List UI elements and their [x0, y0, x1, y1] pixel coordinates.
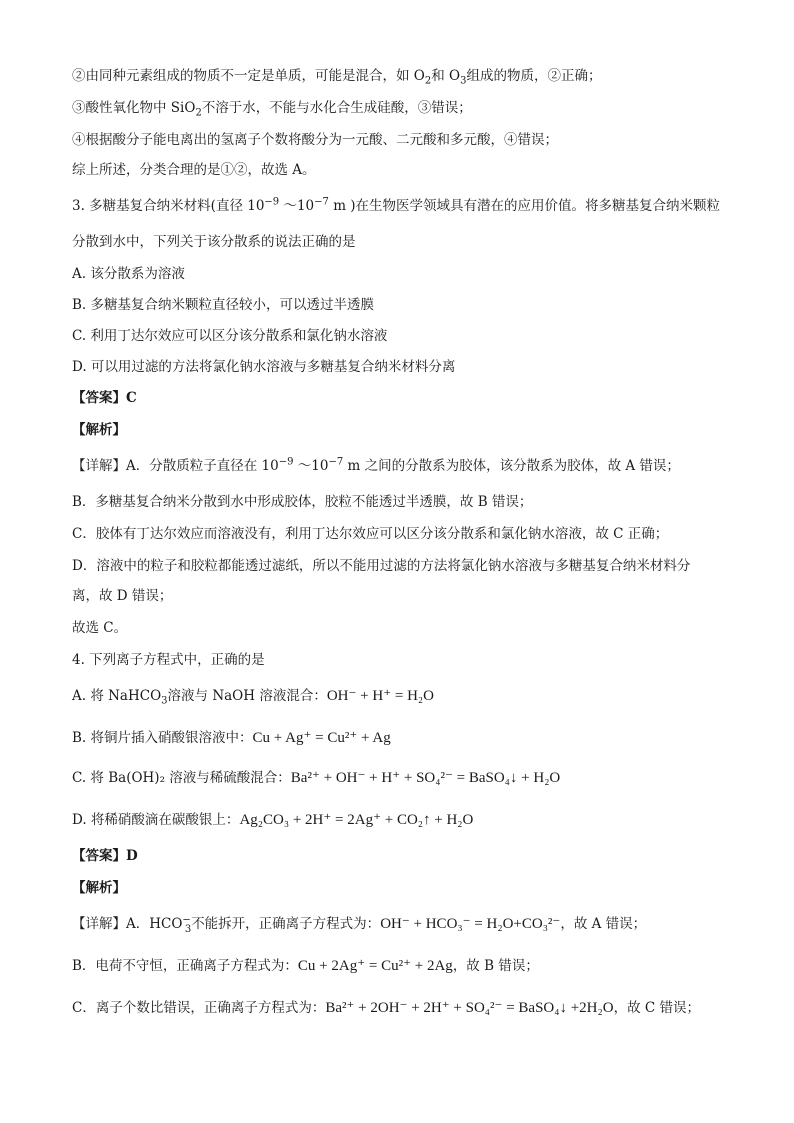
analysis-label: 【解析】 [72, 880, 126, 896]
option-b: B. 多糖基复合纳米颗粒直径较小，可以透过半透膜 [72, 297, 375, 313]
explanation-line: B．多糖基复合纳米分散到水中形成胶体，胶粒不能透过半透膜，故 B 错误； [72, 494, 533, 510]
text-line: ③酸性氧化物中 SiO$_2$不溶于水，不能与水化合生成硅酸，③错误； [72, 100, 472, 119]
explanation-line: 离，故 D 错误； [72, 588, 173, 604]
option-a: A. 该分散系为溶液 [72, 266, 185, 282]
question-3-stem-line2: 分散到水中，下列关于该分散系的说法正确的是 [72, 234, 356, 250]
question-4-stem: 4. 下列离子方程式中，正确的是 [72, 652, 265, 668]
question-3-stem: 3. 多糖基复合纳米材料(直径 $10^{-9}$ $\sim 10^{-7}$ m )在生物医学领域具有潜在的应用价值。将多糖基复合纳米颗粒 [72, 196, 721, 214]
option-d: D. 可以用过滤的方法将氯化钠水溶液与多糖基复合纳米材料分离 [72, 359, 456, 375]
text-line: ②由同种元素组成的物质不一定是单质，可能是混合，如 $O_2$和 $O_3$组成的物质，②正确； [72, 68, 602, 87]
answer-label: 【答案】C [72, 390, 137, 406]
option-b: B. 将铜片插入硝酸银溶液中：Cu + Ag⁺ = Cu²⁺ + Ag [72, 730, 391, 746]
option-d: D. 将稀硝酸滴在碳酸银上：Ag₂CO₃ + 2H⁺ = 2Ag⁺ + CO₂↑ + H₂O [72, 812, 474, 828]
explanation-line: 【详解】A．$HCO^-_3$不能拆开，正确离子方程式为：OH⁻ + HCO₃⁻ = H₂O+CO₃²⁻，故 A 错误； [72, 914, 647, 935]
explanation-line: B．电荷不守恒，正确离子方程式为：Cu + 2Ag⁺ = Cu²⁺ + 2Ag，故 B 错误； [72, 958, 539, 974]
explanation-line: C．离子个数比错误，正确离子方程式为：Ba²⁺ + 2OH⁻ + 2H⁺ + SO₄²⁻ = BaSO₄↓ +2H₂O，故 C 错误； [72, 1000, 701, 1016]
option-c: C. 利用丁达尔效应可以区分该分散系和氯化钠水溶液 [72, 328, 388, 344]
explanation-conclusion: 故选 C。 [72, 620, 128, 636]
option-a: A. 将 NaHCO$_3$溶液与 NaOH 溶液混合：OH⁻ + H⁺ = H₂O [72, 688, 434, 707]
explanation-line: 【详解】A．分散质粒子直径在 $10^{-9}$ $\sim 10^{-7}$ m 之间的分散系为胶体，该分散系为胶体，故 A 错误； [72, 456, 680, 474]
analysis-label: 【解析】 [72, 422, 126, 438]
explanation-line: C．胶体有丁达尔效应而溶液没有，利用丁达尔效应可以区分该分散系和氯化钠水溶液，故 C 正确； [72, 526, 669, 542]
text-line: 综上所述，分类合理的是①②，故选 A。 [72, 162, 316, 178]
text-line: ④根据酸分子能电离出的氢离子个数将酸分为一元酸、二元酸和多元酸，④错误； [72, 132, 558, 148]
explanation-line: D．溶液中的粒子和胶粒都能透过滤纸，所以不能用过滤的方法将氯化钠水溶液与多糖基复合纳米材料分 [72, 558, 691, 574]
answer-label: 【答案】D [72, 848, 138, 864]
option-c: C. 将 Ba(OH)₂ 溶液与稀硫酸混合：Ba²⁺ + OH⁻ + H⁺ + SO₄²⁻ = BaSO₄↓ + H₂O [72, 770, 561, 786]
